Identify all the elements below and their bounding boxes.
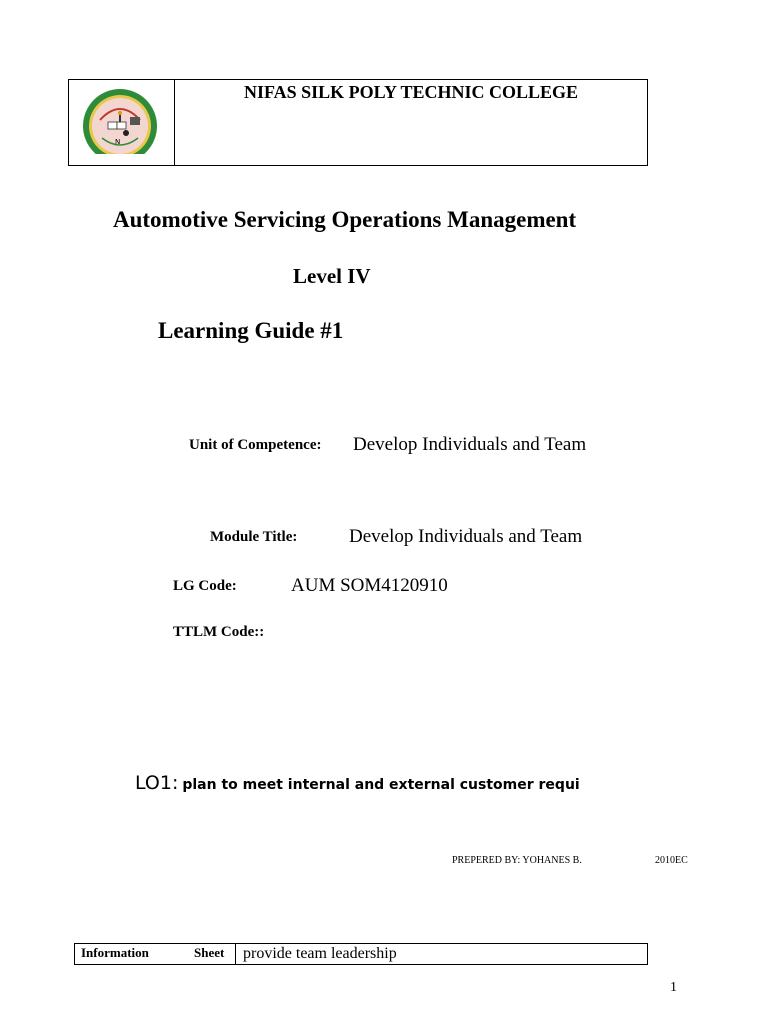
info-sheet-value: provide team leadership — [243, 945, 397, 962]
lo-prefix: LO1: — [135, 772, 179, 794]
prepared-by: PREPERED BY: YOHANES B. — [452, 855, 582, 866]
ttlm-code-label: TTLM Code:: — [173, 624, 265, 640]
lg-code-label: LG Code: — [173, 578, 237, 594]
college-name: NIFAS SILK POLY TECHNIC COLLEGE — [243, 82, 579, 102]
year: 2010EC — [655, 855, 688, 866]
document-title: Automotive Servicing Operations Management — [113, 207, 577, 232]
info-sheet-label-word2: Sheet — [194, 945, 225, 960]
learning-guide-title: Learning Guide #1 — [158, 318, 344, 343]
info-sheet-label-word1: Information — [81, 945, 149, 960]
page-number: 1 — [670, 980, 677, 995]
learning-outcome — [135, 772, 580, 794]
lg-code-value: AUM SOM4120910 — [291, 575, 448, 596]
unit-of-competence-value: Develop Individuals and Team — [353, 434, 587, 455]
svg-text:N: N — [115, 138, 121, 146]
lo-text: plan to meet internal and external customer requi — [182, 777, 580, 793]
module-title-label: Module Title: — [210, 529, 298, 545]
unit-of-competence-label: Unit of Competence: — [189, 437, 322, 453]
module-title-value: Develop Individuals and Team — [349, 526, 583, 547]
level-title: Level IV — [293, 264, 371, 288]
college-seal-icon — [82, 80, 160, 154]
